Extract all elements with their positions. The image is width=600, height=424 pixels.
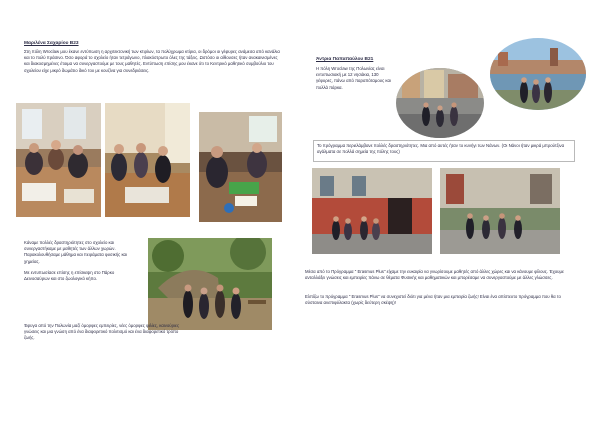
left-author-title: Μαριλένα Σαχαρίου Β23 (24, 41, 79, 46)
classroom-photo-2 (105, 103, 190, 217)
right-erasmus-paragraph: Μέσα από το Πρόγραμμα " Erasmus Plus" είχαμε την ευκαιρία να γνωρίσουμε μαθητές από άλλες χώρες και να κάνουμε φίλους. Έχουμε ανταλλάξει γνώσεις και εμπειρίες πάνω σε θέματα Φυσικής και μαθηματικών και μπορέσαμε να συνεργαστούμε με άλλες γλώσσες. (305, 269, 564, 281)
left-intro-paragraph: Στη πόλη Wroclaw μου έκανε εντύπωση η αρχιτεκτονική των κτιρίων, τα πολύχρωμα κτίρια, οι δρόμοι οι γέφυρες ανάμεσα από κανάλια και το πολύ πράσινο. Όσο αφορά το σχολείο ήταν τετράγωνο, πλακόστρωτο όλες της τάξεις. Ωστόσο οι αίθουσες ήταν ανακαινισμένες και διακοσμημένες έτοιμα να συνεργαστούμε με τους μαθητές. Εντύπωση επίσης μου έκανε ότι το Κεντρικό μαθητικό συμβούλιο του σχολείου είχε μικρό δωμάτιο δικό του με κουζίνα για συνεδριάσεις. (24, 49, 280, 73)
city-square-oval-photo (396, 68, 484, 138)
right-intro-paragraph: Η πόλη Wroclaw της Πολωνίας είναι εντυπωσιακή με 12 νησάκια, 130 γέφυρες, πάνω από παραπόταμους και πολλά πάρκα. (316, 66, 391, 90)
left-activities-paragraph: Κάναμε πολλές δραστηριότητες στο σχολείο και συνεργαστήκαμε με μαθητές των άλλων χωρών. Παρακολουθήσαμε μάθημα και πειράματα φυσικής και χημείας. (24, 240, 127, 264)
river-view-oval-photo (490, 38, 586, 110)
left-closing-paragraph: Έφυγα από την Πολωνία μαζί όμορφες εμπειρίες, νέες όμορφες φιλίες, καινούριες γνώσεις και μια γνώση από ένα διαφορετικό πολιτισμό και ένα διαφορετικό τρόπο ζωής. (24, 323, 180, 341)
dwarf-hunt-photo-1 (312, 168, 432, 254)
activities-caption-box (313, 140, 575, 162)
lab-experiment-photo (199, 112, 282, 222)
dwarf-hunt-photo-2 (440, 168, 560, 254)
right-hope-paragraph: Ελπίζω το πρόγραμμα " Erasmus Plus" να συνεχιστεί διότι για μένα ήταν μια εμπειρία ζωής! Είναι ένα απίστευτο πρόγραμμα που θα το σύσταινα ανεπιφύλακτα (χωρίς δεύτερη σκέψη)! (305, 294, 561, 306)
dinosaur-park-photo (148, 238, 272, 330)
left-dinosaur-paragraph: Με εντυπωσίασε επίσης η επίσκεψη στο Πάρκο Δεινοσαύρων και στο ζωολογικό κήπο. (24, 270, 115, 282)
right-author-title: Άντρια Παπαπαύλου Β21 (316, 57, 374, 62)
classroom-photo-1 (16, 103, 101, 217)
activities-caption-text: Το πρόγραμμα περιελάμβανε πολλές δραστηριότητες. Μια από αυτές ήταν το κυνήγι των Νάνων. (Οι Νάνοι ήταν μικρά μπρούτζινα αγάλματα σε πολλά σημεία της πόλης τους) (317, 143, 565, 155)
